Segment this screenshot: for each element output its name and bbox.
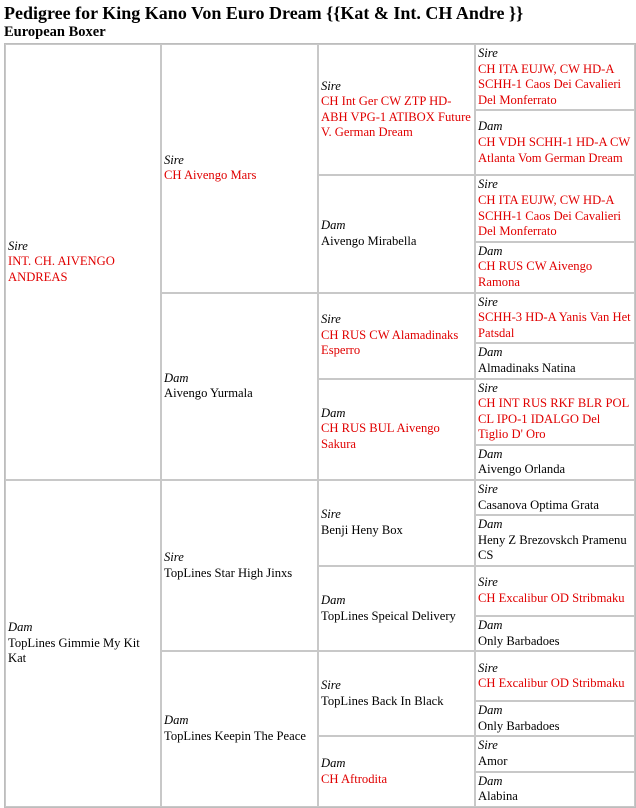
dog-name[interactable]: CH RUS BUL Aivengo Sakura [321,421,440,452]
role-label: Dam [478,243,503,258]
role-label: Sire [164,550,184,565]
dog-name[interactable]: Benji Heny Box [321,523,403,538]
role-label: Sire [164,152,184,167]
pedigree-cell-g4-9 [475,480,635,515]
role-label: Dam [478,119,503,134]
dog-name[interactable]: Only Barbadoes [478,718,560,733]
dog-name[interactable]: CH Excalibur OD Stribmaku [478,591,625,606]
role-label: Sire [478,46,498,60]
pedigree-cell-g3-sire-3 [318,480,475,566]
dog-name[interactable]: TopLines Gimmie My Kit Kat [8,635,140,666]
dog-name[interactable]: CH RUS CW Aivengo Ramona [478,259,593,289]
dog-name[interactable]: CH Int Ger CW ZTP HD-ABH VPG-1 ATIBOX Future V. German Dream [321,94,471,140]
pedigree-cell-g2-sire-1 [161,44,318,293]
pedigree-cell-g4-14 [475,701,635,736]
pedigree-cell-g3-sire-2 [318,293,475,379]
dog-name[interactable]: TopLines Keepin The Peace [164,729,306,743]
dog-name[interactable]: Only Barbadoes [478,633,560,648]
dog-name[interactable]: CH Excalibur OD Stribmaku [478,676,625,691]
pedigree-cell-g4-15 [475,736,635,771]
role-label: Dam [478,517,503,532]
pedigree-cell-g4-5 [475,293,635,344]
pedigree-cell-g1-dam [5,480,161,807]
dog-name[interactable]: SCHH-3 HD-A Yanis Van Het Patsdal [478,310,631,340]
dog-name[interactable]: Heny Z Brezovskch Pramenu CS [478,532,627,563]
role-label: Sire [8,238,28,253]
role-label: Sire [478,177,498,192]
dog-name[interactable]: Casanova Optima Grata [478,497,599,512]
role-label: Sire [478,660,498,675]
role-label: Dam [321,593,346,608]
dog-name[interactable]: CH ITA EUJW, CW HD-A SCHH-1 Caos Dei Cavalieri Del Monferrato [478,192,622,239]
pedigree-cell-g4-7 [475,379,635,445]
pedigree-cell-g4-1 [475,44,635,110]
role-label: Dam [164,713,189,728]
role-label: Dam [321,405,346,420]
pedigree-cell-g4-6 [475,343,635,378]
pedigree-cell-g3-dam-3 [318,566,475,651]
dog-name[interactable]: TopLines Back In Black [321,693,444,708]
role-label: Dam [478,446,503,461]
pedigree-cell-g3-dam-2 [318,379,475,481]
pedigree-cell-g4-3 [475,175,635,241]
dog-name[interactable]: CH VDH SCHH-1 HD-A CW Atlanta Vom German Dream [478,135,631,165]
pedigree-cell-g4-10 [475,515,635,566]
pedigree-cell-g2-dam-2 [161,651,318,807]
role-label: Dam [164,370,189,385]
dog-name[interactable]: Alabina [478,789,518,804]
role-label: Dam [478,345,503,360]
pedigree-cell-g3-dam-4 [318,736,475,806]
dog-name[interactable]: CH RUS CW Alamadinaks Esperro [321,327,459,358]
pedigree-cell-g4-12 [475,616,635,651]
role-label: Dam [8,620,33,635]
dog-name[interactable]: TopLines Star High Jinxs [164,565,293,580]
pedigree-cell-g3-dam-1 [318,175,475,292]
role-label: Sire [478,482,498,497]
dog-name[interactable]: Amor [478,754,508,768]
role-label: Sire [478,575,498,590]
dog-name[interactable]: CH Aivengo Mars [164,168,257,183]
dog-name[interactable]: Aivengo Mirabella [321,233,417,248]
pedigree-cell-g4-16 [475,772,635,807]
role-label: Sire [321,678,341,693]
pedigree-cell-g1-sire [5,44,161,480]
role-label: Dam [478,618,503,633]
pedigree-cell-g4-8 [475,445,635,480]
pedigree-cell-g2-sire-2 [161,480,318,651]
pedigree-cell-g4-2 [475,110,635,175]
role-label: Dam [478,773,503,788]
dog-name[interactable]: TopLines Speical Delivery [321,608,456,623]
role-label: Sire [478,294,498,309]
dog-name[interactable]: CH INT RUS RKF BLR POL CL IPO-1 IDALGO Del Tiglio D' Oro [478,396,629,442]
page-title: Pedigree for King Kano Von Euro Dream {{Kat & Int. CH Andre }} [4,3,524,23]
pedigree-cell-g3-sire-4 [318,651,475,736]
role-label: Sire [321,507,341,522]
pedigree-cell-g4-11 [475,566,635,616]
pedigree-cell-g4-13 [475,651,635,701]
role-label: Sire [478,738,498,753]
role-label: Dam [321,756,346,770]
role-label: Sire [478,380,498,395]
role-label: Sire [321,312,341,327]
pedigree-cell-g3-sire-1 [318,44,475,175]
pedigree-cell-g2-dam-1 [161,293,318,481]
dog-name[interactable]: Almadinaks Natina [478,360,576,375]
dog-name[interactable]: CH Aftrodita [321,771,388,786]
role-label: Dam [321,218,346,233]
dog-name[interactable]: CH ITA EUJW, CW HD-A SCHH-1 Caos Dei Cavalieri Del Monferrato [478,61,622,107]
role-label: Sire [321,78,341,93]
dog-name[interactable]: Aivengo Yurmala [164,386,253,401]
role-label: Dam [478,703,503,718]
dog-name[interactable]: Aivengo Orlanda [478,462,566,477]
dog-name[interactable]: INT. CH. AIVENGO ANDREAS [8,254,115,284]
breed-subtitle: European Boxer [4,24,106,40]
pedigree-table [4,43,636,808]
pedigree-cell-g4-4 [475,242,635,293]
